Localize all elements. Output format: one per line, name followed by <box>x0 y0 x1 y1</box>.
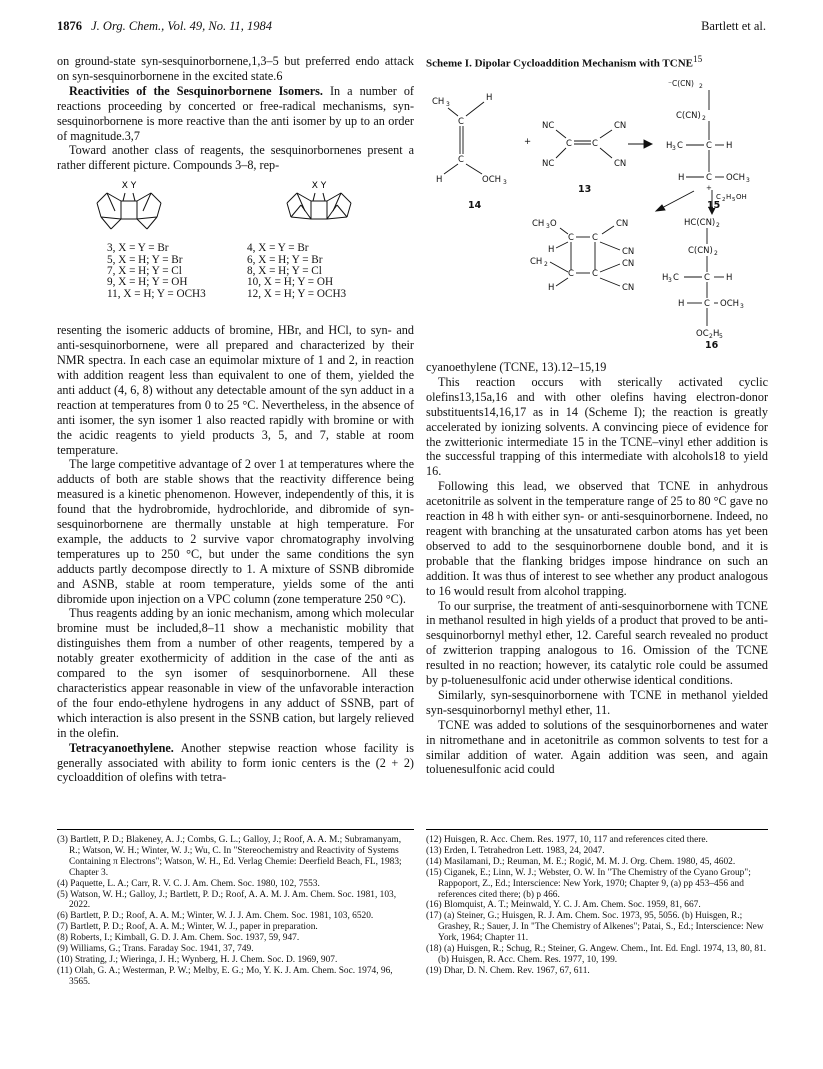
footnote: (13) Erden, I. Tetrahedron Lett. 1983, 24, 2047. <box>426 845 605 856</box>
svg-text:C: C <box>704 273 710 283</box>
footnote: (11) Olah, G. A.; Westerman, P. W.; Melby, E. G.; Mo, Y. K. J. Am. Chem. Soc. 1974, 96, 3565. <box>57 965 393 987</box>
svg-text:H: H <box>726 141 733 151</box>
compound-entry: 12, X = H; Y = OCH3 <box>247 287 347 300</box>
scheme-i-diagram <box>426 68 768 350</box>
footnote: (7) Bartlett, P. D.; Roof, A. A. M.; Winter, W. J., paper in preparation. <box>57 922 318 933</box>
svg-text:2: 2 <box>714 250 718 257</box>
footnote-divider <box>57 829 414 830</box>
compound-entry: 5, X = H; Y = Br <box>107 253 183 266</box>
footnote: (8) Roberts, I.; Kimball, G. D. J. Am. Chem. Soc. 1937, 59, 947. <box>57 933 300 944</box>
svg-text:C: C <box>566 139 572 149</box>
footnote: (18) (a) Huisgen, R.; Schug, R.; Steiner, G. Angew. Chem., Int. Ed. Engl. 1974, 13, 80, 81. (b) Huisgen, R. Acc. Chem. Res. 1977, 10, 199. <box>426 944 767 965</box>
xy-label: X Y <box>121 181 137 192</box>
svg-text:CH: CH <box>532 219 545 229</box>
footnote: (17) (a) Steiner, G.; Huisgen, R. J. Am. Chem. Soc. 1973, 95, 5056. (b) Huisgen, R.; Grashey, R.; Sauer, J. In "The Chemistry of Alkenes"; Patai, S., Ed.; Interscience: New York, 1964; Chapter 11. <box>426 911 764 944</box>
running-header-authors: Bartlett et al. <box>701 19 766 33</box>
footnote: (16) Blomquist, A. T.; Meinwald, Y. C. J. Am. Chem. Soc. 1959, 81, 667. <box>426 900 701 911</box>
compound-list-right <box>247 243 346 300</box>
paragraph: Toward another class of reagents, the sesquinorbornenes present a rather different picture. Compounds 3–8, rep- <box>57 143 414 173</box>
compound-label-16: 16 <box>705 340 719 350</box>
svg-text:3: 3 <box>446 101 450 108</box>
svg-text:C: C <box>458 155 464 165</box>
paragraph: TCNE was added to solutions of the sesquinorbornenes and water in nitromethane and in acetonitrile as common solvents to test for a similar addition of water. Again addition was seen, and again toluenesulfonic acid could <box>426 717 768 777</box>
compound-entry: 6, X = H; Y = Br <box>247 253 323 266</box>
running-header-left <box>57 19 272 34</box>
svg-text:C: C <box>706 141 712 151</box>
paragraph: This reaction occurs with sterically activated cyclic olefins13,15a,16 and with other olefins having electron-donor substituents14,16,17 as in 14 (Scheme I); the reaction is greatly accelerated by ionizing solvents. A convincing piece of evidence for the zwitterionic intermediate 15 in the TCNE–vinyl ether addition is the successful trapping of this intermediate with alcohols18 to yield 16. <box>426 374 768 479</box>
svg-text:2: 2 <box>722 197 726 203</box>
svg-text:CN: CN <box>622 247 635 257</box>
compound-entry: 10, X = H; Y = OH <box>247 276 334 289</box>
svg-text:3: 3 <box>746 177 750 184</box>
footnote: (10) Strating, J.; Wieringa, J. H.; Wynberg, H. J. Chem. Soc. D. 1969, 907. <box>57 954 338 965</box>
section-heading: Reactivities of the Sesquinorbornene Isomers. <box>69 83 323 98</box>
paragraph: Following this lead, we observed that TCNE in anhydrous acetonitrile as solvent in the temperature range of 25 to 80 °C gave no reaction in 48 h with either syn- or anti-sesquinorbornene. Indeed, no reagent with branching at the unsaturated carbon atoms has yet been observed to add to the sesquinorbornene double bond, and it is probable that the flanking bridges impose hindrance on such an addition. It was thus of interest to see whether any product analogous to 16 would result from alcohol trapping. <box>426 479 768 598</box>
compound-entry: 7, X = H; Y = Cl <box>107 265 182 278</box>
svg-text:5: 5 <box>732 197 736 203</box>
journal-citation: J. Org. Chem., Vol. 49, No. 11, 1984 <box>91 19 273 33</box>
scheme-subtitle: Dipolar Cycloaddition Mechanism with TCNE <box>474 57 693 70</box>
svg-text:C: C <box>592 269 598 279</box>
paragraph <box>57 84 414 144</box>
footnotes-right <box>426 835 768 977</box>
svg-text:C: C <box>704 299 710 309</box>
svg-text:CN: CN <box>614 121 627 131</box>
svg-text:OH: OH <box>736 193 747 201</box>
svg-text:C: C <box>677 141 683 151</box>
svg-text:H: H <box>548 283 555 293</box>
paragraph: Thus reagents adding by an ionic mechanism, among which molecular bromine must be included,8–11 show a mechanistic mobility that distinguishes them from a number of other reagents, tempered by a notably greater exothermicity of addition in the case of the anti as compared to the syn isomer of sesquinorbornene. All these characteristics appear reasonable in view of the unfavorable interaction of the four endo-ethylene hydrogens in any adduct of SSNB, part of which interaction is also present in the SSNB cation, but largely relieved in the olefin. <box>57 606 414 740</box>
svg-text:C: C <box>592 139 598 149</box>
paragraph: on ground-state syn-sesquinorbornene,1,3–5 but preferred endo attack on syn-sesquinorbornene in the excited state.6 <box>57 54 414 83</box>
svg-text:C: C <box>673 273 679 283</box>
svg-text:CH: CH <box>432 97 445 107</box>
compound-list-left <box>107 243 206 300</box>
svg-text:C: C <box>568 233 574 243</box>
svg-text:C: C <box>458 117 464 127</box>
svg-text:2: 2 <box>699 83 703 90</box>
svg-text:C(CN): C(CN) <box>676 111 701 121</box>
svg-text:H: H <box>662 273 669 283</box>
footnote: (9) Williams, G.; Trans. Faraday Soc. 1941, 37, 749. <box>57 944 254 955</box>
svg-text:2: 2 <box>709 333 713 340</box>
scheme-label: Scheme I. <box>426 57 472 70</box>
section-heading: Tetracyanoethylene. <box>69 740 174 755</box>
footnote: (15) Ciganek, E.; Linn, W. J.; Webster, O. W. In "The Chemistry of the Cyano Group"; Rappoport, Z., Ed.; Interscience: New York, 1970; Chapter 9, (a) pp 453–456 and references cited there; (b) p 466. <box>426 867 751 900</box>
compound-entry: 8, X = H; Y = Cl <box>247 265 322 278</box>
svg-text:3: 3 <box>546 223 550 230</box>
footnote: (14) Masilamani, D.; Reuman, M. E.; Rogić, M. M. J. Org. Chem. 1980, 45, 4602. <box>426 856 736 867</box>
svg-text:C: C <box>568 269 574 279</box>
compound-label-14: 14 <box>468 200 482 211</box>
svg-text:H: H <box>548 245 555 255</box>
svg-text:H: H <box>666 141 673 151</box>
svg-text:H: H <box>436 175 443 185</box>
svg-text:3: 3 <box>503 179 507 186</box>
footnote: (4) Paquette, L. A.; Carr, R. V. C. J. Am. Chem. Soc. 1980, 102, 7553. <box>57 878 320 889</box>
svg-text:OCH: OCH <box>720 299 740 309</box>
footnote: (5) Watson, W. H.; Galloy, J.; Bartlett, P. D.; Roof, A. A. M. J. Am. Chem. Soc. 1981, 103, 2022. <box>57 889 397 911</box>
svg-text:NC: NC <box>542 159 555 169</box>
svg-text:CN: CN <box>622 283 635 293</box>
paragraph: resenting the isomeric adducts of bromine, HBr, and HCl, to syn- and anti-sesquinorbornene, were all prepared and characterized by their NMR spectra. In each case an equimolar mixture of 1 and 2, in reaction with addition reagent less than equivalent to one of them, yielded the anti adduct (4, 6, 8) without any detectable amount of the syn adduct in a reaction at temperatures from 0 to 25 °C. Nevertheless, in the absence of anti isomer, the syn isomer 1 also reacted rapidly with bromine or with the acidic reagents to yield products 3, 5, and 7, stable at room temperature. <box>57 323 414 457</box>
svg-text:NC: NC <box>542 121 555 131</box>
paragraph-text: Another stepwise reaction whose facility is generally associated with ability to form ionic centers is the (2 + 2) cycloaddition of olefins with tetra- <box>57 740 414 785</box>
compound-structures <box>57 177 414 317</box>
compound-entry: 3, X = Y = Br <box>107 242 169 255</box>
svg-text:CN: CN <box>622 259 635 269</box>
svg-text:H: H <box>486 93 493 103</box>
svg-text:⁻C(CN): ⁻C(CN) <box>668 79 694 88</box>
footnote: (6) Bartlett, P. D.; Roof, A. A. M.; Winter, W. J. J. Am. Chem. Soc. 1981, 103, 6520. <box>57 911 374 922</box>
svg-text:C(CN): C(CN) <box>688 246 713 256</box>
scheme-footnote-ref: 15 <box>692 54 703 64</box>
sesquinorbornene-structures <box>57 179 414 241</box>
compound-label-15: 15 <box>707 200 721 211</box>
svg-text:H: H <box>726 273 733 283</box>
svg-text:3: 3 <box>672 145 676 152</box>
svg-text:C: C <box>716 193 721 201</box>
footnote: (19) Dhar, D. N. Chem. Rev. 1967, 67, 611. <box>426 965 590 976</box>
svg-text:H: H <box>726 193 732 201</box>
svg-text:H: H <box>713 329 720 339</box>
svg-text:CH: CH <box>530 257 543 267</box>
paragraph: cyanoethylene (TCNE, 13).12–15,19 <box>426 360 607 374</box>
footnotes-left <box>57 835 414 988</box>
paragraph: Similarly, syn-sesquinorbornene with TCNE in methanol yielded syn-sesquinorbornyl methyl ether, 11. <box>426 687 768 717</box>
svg-text:+: + <box>706 184 712 192</box>
svg-text:OCH: OCH <box>482 175 502 185</box>
svg-text:3: 3 <box>740 303 744 310</box>
page-number: 1876 <box>57 19 82 33</box>
svg-text:3: 3 <box>668 277 672 284</box>
svg-text:H: H <box>678 173 685 183</box>
svg-text:H: H <box>678 299 685 309</box>
left-column <box>57 54 414 785</box>
compound-label-13: 13 <box>578 184 592 195</box>
svg-text:2: 2 <box>716 222 720 229</box>
svg-text:OCH: OCH <box>726 173 746 183</box>
right-column <box>426 360 768 777</box>
footnote: (12) Huisgen, R. Acc. Chem. Res. 1977, 10, 117 and references cited there. <box>426 835 708 845</box>
footnote: (3) Bartlett, P. D.; Blakeney, A. J.; Combs, G. L.; Galloy, J.; Roof, A. A. M.; Subramanyam, R.; Watson, W. H.; Winter, W. J.; Wu, C. In "Stereochemistry and Reactivity of Systems Containing π Electrons"; Watson, W. H., Ed. Verlag Chemie: Deerfield Beach, FL, 1983; Chapter 3. <box>57 835 402 878</box>
svg-text:C: C <box>706 173 712 183</box>
svg-text:C: C <box>592 233 598 243</box>
svg-text:HC(CN): HC(CN) <box>684 218 716 228</box>
paragraph <box>57 741 414 786</box>
paragraph: The large competitive advantage of 2 over 1 at temperatures where the adducts of both are stable shows that the reactivity difference being measured is a kinetic phenomenon. However, independently of this, it is found that the hydrobromide, hydrochloride, and dibromide of syn-sesquinorbornene are thermally unstable at high temperature. For example, the adducts to 2 survive vapor chromatography involving temperatures up to 250 °C, but under the same conditions the syn adducts partly decompose directly to 1. A mixture of SSNB dibromide and ASNB, stable at room temperature, yields some of the anti dibromide upon injection on a VPC column (zone temperature 250 °C). <box>57 457 414 606</box>
compound-entry: 9, X = H; Y = OH <box>107 276 188 289</box>
svg-text:OC: OC <box>696 329 709 339</box>
paragraph-text: In a number of reactions proceeding by concerted or free-radical mechanisms, syn-sesquinorbornene is more reactive than the anti isomer by up to an order of magnitude.3,7 <box>57 83 414 143</box>
xy-label: X Y <box>311 181 327 192</box>
svg-text:CN: CN <box>614 159 627 169</box>
paragraph: To our surprise, the treatment of anti-sesquinorbornene with TCNE in methanol resulted in high yields of a product that proved to be anti-sesquinorbornyl methyl ether, 12. Careful search revealed no product of zwitterion trapping analogous to 16. Omission of the TCNE resulted in no reaction; however, its catalytic role could be assumed by p-toluenesulfonic acid under otherwise identical conditions. <box>426 598 768 688</box>
compound-entry: 11, X = H; Y = OCH3 <box>107 287 206 300</box>
svg-text:O: O <box>550 219 557 229</box>
svg-text:2: 2 <box>702 115 706 122</box>
footnote-divider <box>426 829 768 830</box>
svg-text:2: 2 <box>544 261 548 268</box>
svg-text:5: 5 <box>719 333 723 340</box>
compound-entry: 4, X = Y = Br <box>247 242 309 255</box>
svg-text:+: + <box>524 137 532 147</box>
svg-text:CN: CN <box>616 219 629 229</box>
